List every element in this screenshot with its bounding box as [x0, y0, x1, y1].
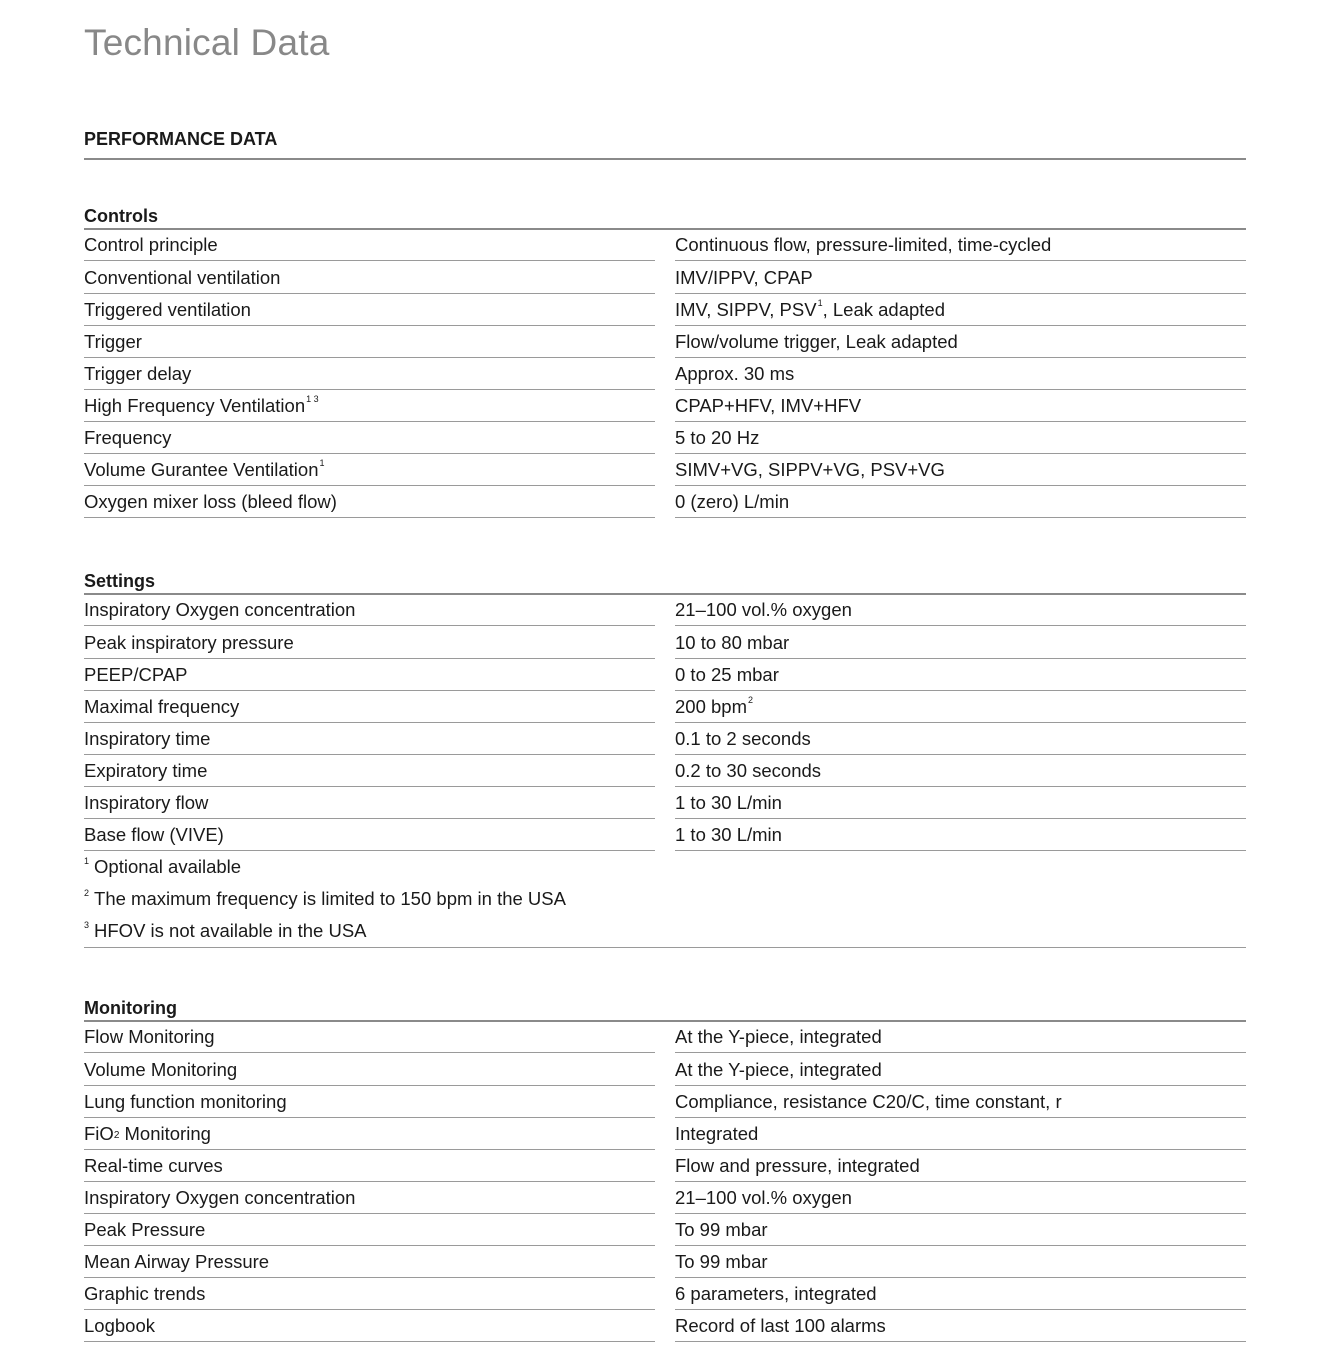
- label-text: Peak inspiratory pressure: [84, 632, 294, 653]
- table-cell-label: [84, 755, 655, 787]
- table-cell-label: [84, 358, 655, 390]
- table-cell-label: [84, 262, 655, 294]
- table-cell-label: [84, 230, 655, 261]
- label-text: Peak Pressure: [84, 1219, 206, 1240]
- table-cell-value: [675, 1278, 1246, 1310]
- footnote-text: The maximum frequency is limited to 150 bpm in the USA: [94, 888, 566, 909]
- label-text-after: Monitoring: [119, 1123, 211, 1144]
- table-cell-label: [84, 723, 655, 755]
- table-row: [84, 1246, 1246, 1278]
- value-text: At the Y-piece, integrated: [675, 1026, 882, 1047]
- value-text: 0.1 to 2 seconds: [675, 728, 811, 749]
- value-text: Continuous flow, pressure-limited, time-cycled: [675, 234, 1052, 255]
- value-text: Flow/volume trigger, Leak adapted: [675, 331, 958, 352]
- value-text: Approx. 30 ms: [675, 363, 795, 384]
- controls-table: [84, 204, 1246, 518]
- table-row: [84, 787, 1246, 819]
- label-text: Volume Gurantee Ventilation: [84, 459, 319, 480]
- label-text: Logbook: [84, 1315, 155, 1336]
- value-text: 0.2 to 30 seconds: [675, 760, 822, 781]
- table-row: [84, 422, 1246, 454]
- settings-title: Settings: [84, 569, 1246, 595]
- value-text: At the Y-piece, integrated: [675, 1059, 882, 1080]
- footnotes: [84, 851, 1246, 948]
- value-text: IMV/IPPV, CPAP: [675, 267, 813, 288]
- table-cell-value: [675, 755, 1246, 787]
- value-text: CPAP+HFV, IMV+HFV: [675, 395, 862, 416]
- settings-table: [84, 569, 1246, 948]
- label-text: Inspiratory Oxygen concentration: [84, 599, 356, 620]
- footnote: [84, 883, 1246, 915]
- table-row: [84, 1150, 1246, 1182]
- value-text: 0 to 25 mbar: [675, 664, 779, 685]
- table-cell-label: [84, 819, 655, 851]
- table-row: [84, 1182, 1246, 1214]
- value-text: IMV, SIPPV, PSV: [675, 299, 817, 320]
- table-cell-label: [84, 294, 655, 326]
- label-text: High Frequency Ventilation: [84, 395, 306, 416]
- table-cell-label: [84, 659, 655, 691]
- footnote: [84, 851, 1246, 883]
- label-text: PEEP/CPAP: [84, 664, 188, 685]
- value-text: To 99 mbar: [675, 1219, 768, 1240]
- table-cell-value: [675, 262, 1246, 294]
- table-cell-value: [675, 1022, 1246, 1053]
- label-text: Triggered ventilation: [84, 299, 251, 320]
- table-row: [84, 262, 1246, 294]
- table-cell-value: [675, 595, 1246, 626]
- footnote-mark: 1: [84, 856, 90, 866]
- table-cell-value: [675, 1054, 1246, 1086]
- table-row: [84, 595, 1246, 627]
- table-cell-value: [675, 1310, 1246, 1342]
- value-text: 0 (zero) L/min: [675, 491, 790, 512]
- label-text: Base flow (VIVE): [84, 824, 224, 845]
- monitoring-rows: [84, 1022, 1246, 1342]
- monitoring-title: Monitoring: [84, 996, 1246, 1022]
- label-text: Conventional ventilation: [84, 267, 281, 288]
- page-title: Technical Data: [84, 22, 330, 63]
- table-cell-value: [675, 1086, 1246, 1118]
- table-cell-value: [675, 486, 1246, 518]
- footnote-mark: 3: [84, 920, 90, 930]
- table-cell-value: [675, 326, 1246, 358]
- table-cell-value: [675, 691, 1246, 723]
- table-row: [84, 755, 1246, 787]
- table-cell-label: [84, 595, 655, 626]
- label-text: Maximal frequency: [84, 696, 240, 717]
- table-row: [84, 1054, 1246, 1086]
- table-cell-value: [675, 390, 1246, 422]
- value-text: 6 parameters, integrated: [675, 1283, 877, 1304]
- label-text: Expiratory time: [84, 760, 208, 781]
- value-text: Record of last 100 alarms: [675, 1315, 886, 1336]
- table-cell-label: [84, 1310, 655, 1342]
- table-cell-label: [84, 1022, 655, 1053]
- label-text: Real-time curves: [84, 1155, 223, 1176]
- label-text: Lung function monitoring: [84, 1091, 287, 1112]
- controls-title: Controls: [84, 204, 1246, 230]
- label-subscript: 2: [113, 1130, 120, 1141]
- value-text: 21–100 vol.% oxygen: [675, 599, 852, 620]
- label-text: FiO: [84, 1123, 114, 1144]
- table-cell-value: [675, 454, 1246, 486]
- label-text: Inspiratory Oxygen concentration: [84, 1187, 356, 1208]
- value-footnote-mark: 2: [748, 695, 754, 705]
- table-cell-value: [675, 787, 1246, 819]
- value-text: 1 to 30 L/min: [675, 824, 782, 845]
- table-row: [84, 230, 1246, 262]
- table-row: [84, 486, 1246, 518]
- settings-rows: [84, 595, 1246, 851]
- label-text: Trigger: [84, 331, 142, 352]
- table-row: [84, 1278, 1246, 1310]
- table-cell-label: [84, 1182, 655, 1214]
- label-footnote-mark: 1: [319, 458, 325, 468]
- label-footnote-mark: 1 3: [306, 394, 319, 404]
- table-cell-value: [675, 1246, 1246, 1278]
- table-cell-value: [675, 819, 1246, 851]
- label-text: Oxygen mixer loss (bleed flow): [84, 491, 337, 512]
- table-row: [84, 659, 1246, 691]
- table-cell-label: [84, 627, 655, 659]
- footnote-text: Optional available: [94, 856, 242, 877]
- footnote-mark: 2: [84, 888, 90, 898]
- monitoring-table: [84, 996, 1246, 1342]
- value-text: SIMV+VG, SIPPV+VG, PSV+VG: [675, 459, 945, 480]
- label-text: Volume Monitoring: [84, 1059, 238, 1080]
- table-row: [84, 819, 1246, 851]
- table-cell-value: [675, 294, 1246, 326]
- table-cell-label: [84, 422, 655, 454]
- value-text: Flow and pressure, integrated: [675, 1155, 920, 1176]
- section-heading: PERFORMANCE DATA: [84, 129, 1246, 160]
- value-text: 10 to 80 mbar: [675, 632, 790, 653]
- footnote-text: HFOV is not available in the USA: [94, 920, 367, 941]
- table-cell-label: [84, 486, 655, 518]
- value-text: 21–100 vol.% oxygen: [675, 1187, 852, 1208]
- value-text-after: , Leak adapted: [822, 299, 946, 320]
- table-cell-label: [84, 1246, 655, 1278]
- label-text: Inspiratory flow: [84, 792, 209, 813]
- label-text: Mean Airway Pressure: [84, 1251, 270, 1272]
- table-cell-label: [84, 691, 655, 723]
- table-cell-value: [675, 1118, 1246, 1150]
- table-row: [84, 294, 1246, 326]
- table-row: [84, 1214, 1246, 1246]
- table-row: [84, 691, 1246, 723]
- label-text: Trigger delay: [84, 363, 192, 384]
- table-cell-value: [675, 1182, 1246, 1214]
- value-text: To 99 mbar: [675, 1251, 768, 1272]
- label-text: Control principle: [84, 234, 218, 255]
- value-footnote-mark: 1: [817, 298, 823, 308]
- value-text: Compliance, resistance C20/C, time constant, r: [675, 1091, 1062, 1112]
- label-text: Inspiratory time: [84, 728, 211, 749]
- table-cell-value: [675, 627, 1246, 659]
- table-cell-value: [675, 1214, 1246, 1246]
- table-row: [84, 723, 1246, 755]
- table-row: [84, 390, 1246, 422]
- table-cell-label: [84, 1278, 655, 1310]
- label-text: Flow Monitoring: [84, 1026, 215, 1047]
- table-cell-label: [84, 1086, 655, 1118]
- table-cell-label: [84, 1118, 655, 1150]
- table-cell-value: [675, 358, 1246, 390]
- table-cell-value: [675, 723, 1246, 755]
- table-cell-value: [675, 1150, 1246, 1182]
- table-row: [84, 1086, 1246, 1118]
- value-text: 1 to 30 L/min: [675, 792, 782, 813]
- table-cell-label: [84, 454, 655, 486]
- value-text: Integrated: [675, 1123, 759, 1144]
- table-cell-label: [84, 1150, 655, 1182]
- table-row: [84, 326, 1246, 358]
- footnote: [84, 915, 1246, 947]
- table-cell-value: [675, 422, 1246, 454]
- value-text: 200 bpm: [675, 696, 747, 717]
- label-text: Frequency: [84, 427, 172, 448]
- table-row: [84, 358, 1246, 390]
- table-cell-label: [84, 390, 655, 422]
- table-cell-value: [675, 659, 1246, 691]
- table-row: [84, 1310, 1246, 1342]
- table-row: [84, 454, 1246, 486]
- table-cell-label: [84, 326, 655, 358]
- controls-rows: [84, 230, 1246, 518]
- value-text: 5 to 20 Hz: [675, 427, 760, 448]
- table-cell-label: [84, 1054, 655, 1086]
- table-cell-label: [84, 787, 655, 819]
- label-text: Graphic trends: [84, 1283, 206, 1304]
- table-row: [84, 1118, 1246, 1150]
- table-cell-label: [84, 1214, 655, 1246]
- table-row: [84, 1022, 1246, 1054]
- table-cell-value: [675, 230, 1246, 261]
- table-row: [84, 627, 1246, 659]
